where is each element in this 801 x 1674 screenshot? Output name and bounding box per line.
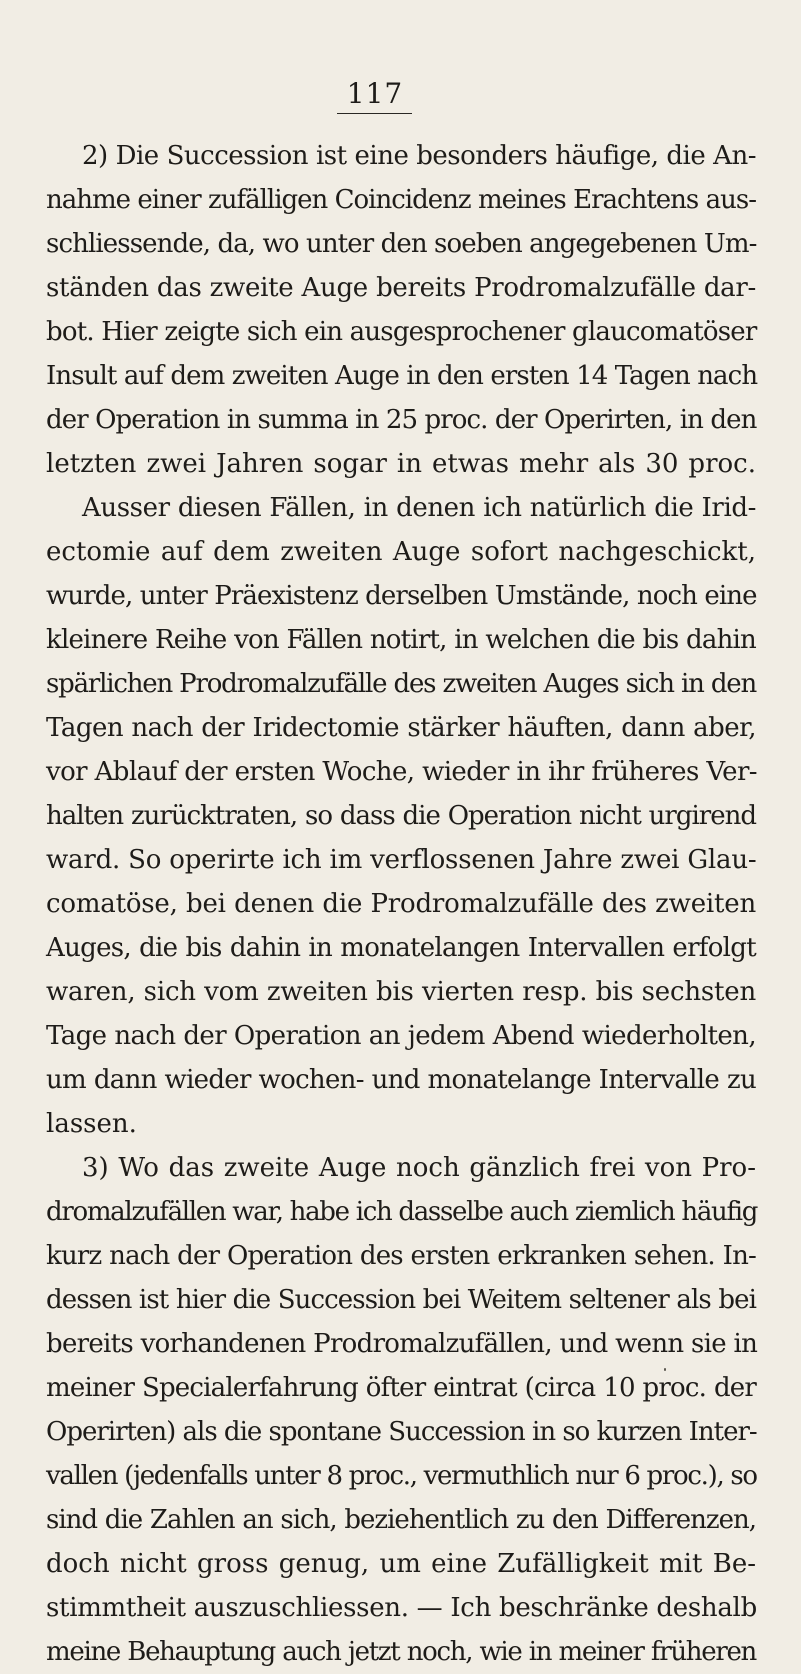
text-line: nahme einer zufälligen Coincidenz meines Erachtens aus- [46, 185, 756, 215]
text-line: Operirten) als die spontane Succession in so kurzen Inter- [46, 1417, 757, 1447]
text-line: 2) Die Succession ist eine besonders häufige, die An- [82, 141, 756, 171]
text-line: stimmtheit auszuschliessen. — Ich beschränke deshalb [46, 1593, 757, 1623]
text-line: vor Ablauf der ersten Woche, wieder in ihr früheres Ver- [46, 757, 757, 787]
text-line: halten zurücktraten, so dass die Operation nicht urgirend [46, 801, 756, 831]
text-line: schliessende, da, wo unter den soeben angegebenen Um- [46, 229, 757, 259]
paper-speck [664, 1368, 666, 1371]
body-text [46, 134, 756, 1674]
text-line: kleinere Reihe von Fällen notirt, in welchen die bis dahin [46, 625, 756, 655]
text-line: sind die Zahlen an sich, beziehentlich zu den Differenzen, [46, 1505, 756, 1535]
text-line: um dann wieder wochen- und monatelange Intervalle zu [46, 1065, 756, 1095]
text-line: Auges, die bis dahin in monatelangen Intervallen erfolgt [46, 933, 756, 963]
text-line: lassen. [46, 1109, 137, 1139]
text-line: bereits vorhandenen Prodromalzufällen, und wenn sie in [46, 1329, 758, 1359]
page-number: 117 [346, 77, 404, 110]
text-line: kurz nach der Operation des ersten erkranken sehen. In- [46, 1241, 756, 1271]
text-line: waren, sich vom zweiten bis vierten resp. bis sechsten [46, 977, 756, 1007]
text-line: spärlichen Prodromalzufälle des zweiten Auges sich in den [46, 669, 756, 699]
text-line: Tage nach der Operation an jedem Abend wiederholten, [46, 1021, 756, 1051]
text-line: vallen (jedenfalls unter 8 proc., vermuthlich nur 6 proc.), so [46, 1461, 757, 1491]
text-line: ständen das zweite Auge bereits Prodromalzufälle dar- [46, 273, 756, 303]
text-line: ectomie auf dem zweiten Auge sofort nachgeschickt, [46, 537, 756, 567]
text-line: 3) Wo das zweite Auge noch gänzlich frei von Pro- [82, 1153, 756, 1183]
text-line: doch nicht gross genug, um eine Zufälligkeit mit Be- [46, 1549, 756, 1579]
text-line: wurde, unter Präexistenz derselben Umstände, noch eine [46, 581, 757, 611]
page-number-underline [337, 113, 412, 114]
text-line: der Operation in summa in 25 proc. der Operirten, in den [46, 405, 757, 435]
text-line: meiner Specialerfahrung öfter eintrat (circa 10 proc. der [46, 1373, 756, 1403]
text-line: comatöse, bei denen die Prodromalzufälle des zweiten [46, 889, 756, 919]
text-line: Tagen nach der Iridectomie stärker häuften, dann aber, [46, 713, 756, 743]
text-line: bot. Hier zeigte sich ein ausgesprochener glaucomatöser [46, 317, 757, 347]
text-line: letzten zwei Jahren sogar in etwas mehr als 30 proc. [46, 449, 756, 479]
text-line: ward. So operirte ich im verflossenen Jahre zwei Glau- [46, 845, 757, 875]
text-line: dromalzufällen war, habe ich dasselbe auch ziemlich häufig [46, 1197, 758, 1227]
text-line: Insult auf dem zweiten Auge in den ersten 14 Tagen nach [46, 361, 758, 391]
text-line: dessen ist hier die Succession bei Weitem seltener als bei [46, 1285, 756, 1315]
text-line: Ausser diesen Fällen, in denen ich natürlich die Irid- [82, 493, 756, 523]
text-line: meine Behauptung auch jetzt noch, wie in meiner früheren [46, 1637, 756, 1667]
